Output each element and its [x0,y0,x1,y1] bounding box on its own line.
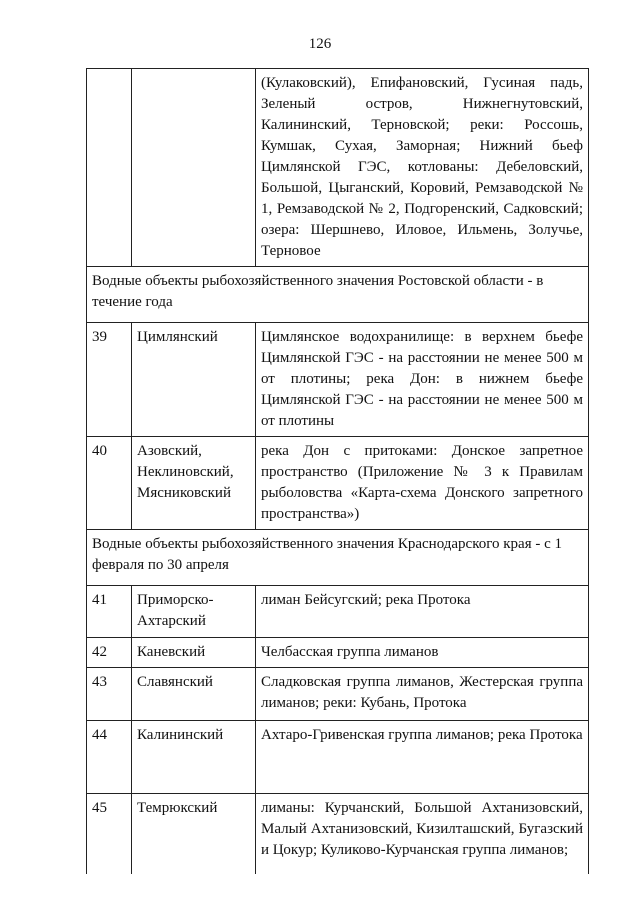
description-cell: (Кулаковский), Епифановский, Гусиная падь, Зеленый остров, Нижнегнутовский, Калининский, Терновской; реки: Россошь, Кумшак, Сухая, Заморная; Нижний бьеф Цимлянской ГЭС, котлованы: Дебеловский, Большой, Цыганский, Коровий, Ремзаводской № 1, Ремзаводской № 2, Подгоренский, Садковский; озера: Шершнево, Иловое, Ильмень, Золучье, Терновое [256,69,589,267]
row-number: 41 [87,586,132,638]
table-row [87,437,589,530]
section-heading: Водные объекты рыбохозяйственного значения Ростовской области - в течение года [87,267,589,323]
table-row [87,323,589,437]
row-number: 43 [87,668,132,721]
row-number: 44 [87,721,132,794]
table-row [87,794,589,874]
table-row [87,668,589,721]
row-number: 40 [87,437,132,530]
district-cell: Калининский [132,721,256,794]
district-cell: Темрюкский [132,794,256,874]
table-row [87,69,589,267]
district-cell: Каневский [132,638,256,668]
district-cell [132,69,256,267]
row-number: 45 [87,794,132,874]
district-cell: Азовский, Неклиновский, Мясниковский [132,437,256,530]
description-cell: Челбасская группа лиманов [256,638,589,668]
description-cell: лиман Бейсугский; река Протока [256,586,589,638]
section-row [87,530,589,586]
description-cell: Сладковская группа лиманов, Жестерская группа лиманов; реки: Кубань, Протока [256,668,589,721]
row-number: 39 [87,323,132,437]
water-objects-table [86,68,589,874]
row-number: 42 [87,638,132,668]
description-cell: Цимлянское водохранилище: в верхнем бьефе Цимлянской ГЭС - на расстоянии не менее 500 м от плотины; река Дон: в нижнем бьефе Цимлянской ГЭС - на расстоянии не менее 500 м от плотины [256,323,589,437]
page-number: 126 [308,36,332,52]
section-row [87,267,589,323]
table-row [87,586,589,638]
description-cell: река Дон с притоками: Донское запретное пространство (Приложение № 3 к Правилам рыболовства «Карта-схема Донского запретного пространства») [256,437,589,530]
description-cell: лиманы: Курчанский, Большой Ахтанизовский, Малый Ахтанизовский, Кизилташский, Бугазский и Цокур; Куликово-Курчанская группа лиманов; [256,794,589,874]
district-cell: Приморско-Ахтарский [132,586,256,638]
table-row [87,638,589,668]
row-number [87,69,132,267]
district-cell: Славянский [132,668,256,721]
district-cell: Цимлянский [132,323,256,437]
description-cell: Ахтаро-Гривенская группа лиманов; река Протока [256,721,589,794]
table-row [87,721,589,794]
section-heading: Водные объекты рыбохозяйственного значения Краснодарского края - с 1 февраля по 30 апреля [87,530,589,586]
